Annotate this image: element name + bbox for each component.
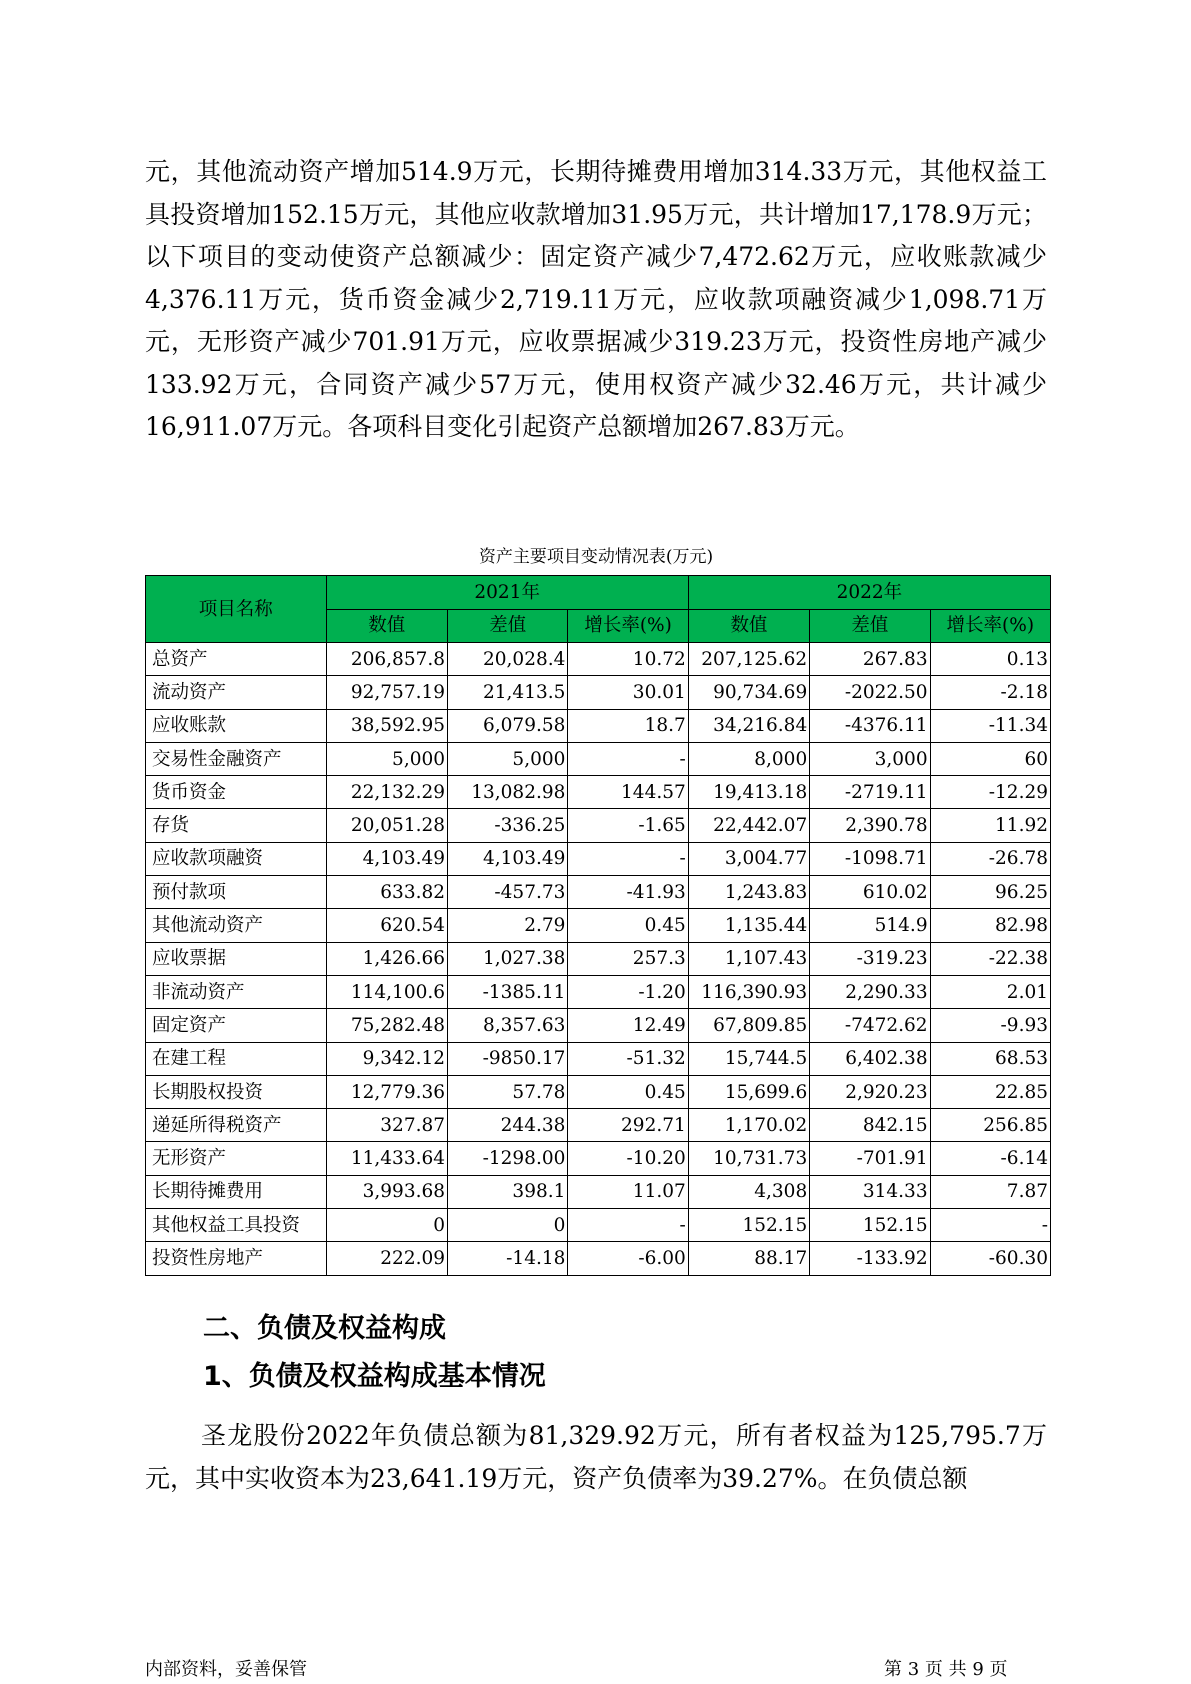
table-row [146,1009,1051,1042]
cell-value-2021: 222.09 [326,1242,447,1275]
table-header-row-1 [146,576,1051,610]
header-group-2022: 2022年 [688,576,1050,610]
cell-value-2021: 114,100.6 [326,975,447,1008]
cell-diff-2022: -2022.50 [810,676,930,709]
cell-item-name: 应收款项融资 [146,842,327,875]
cell-growth-2021: 11.07 [568,1175,688,1208]
cell-value-2021: 4,103.49 [326,842,447,875]
cell-growth-2022: -9.93 [930,1009,1050,1042]
table-row [146,809,1051,842]
cell-value-2022: 8,000 [688,742,809,775]
cell-diff-2021: 244.38 [448,1109,568,1142]
cell-diff-2022: -319.23 [810,942,930,975]
table-row [146,1209,1051,1242]
cell-value-2022: 207,125.62 [688,643,809,676]
cell-diff-2022: -133.92 [810,1242,930,1275]
cell-item-name: 其他权益工具投资 [146,1209,327,1242]
cell-value-2021: 5,000 [326,742,447,775]
cell-item-name: 其他流动资产 [146,909,327,942]
cell-growth-2022: 7.87 [930,1175,1050,1208]
cell-diff-2021: -14.18 [448,1242,568,1275]
cell-diff-2022: -1098.71 [810,842,930,875]
cell-diff-2022: 6,402.38 [810,1042,930,1075]
footer-page-number: 第 3 页 共 9 页 [884,1659,1008,1680]
cell-diff-2021: 21,413.5 [448,676,568,709]
table-row [146,842,1051,875]
cell-growth-2022: 22.85 [930,1075,1050,1108]
cell-value-2022: 34,216.84 [688,709,809,742]
cell-value-2022: 152.15 [688,1209,809,1242]
section-heading: 二、负债及权益构成 [203,1313,446,1344]
cell-value-2022: 88.17 [688,1242,809,1275]
cell-diff-2022: 2,290.33 [810,975,930,1008]
cell-growth-2021: -1.20 [568,975,688,1008]
cell-item-name: 固定资产 [146,1009,327,1042]
cell-item-name: 流动资产 [146,676,327,709]
cell-diff-2022: 842.15 [810,1109,930,1142]
cell-growth-2022: -22.38 [930,942,1050,975]
cell-diff-2021: 398.1 [448,1175,568,1208]
cell-diff-2021: 13,082.98 [448,776,568,809]
cell-value-2022: 15,699.6 [688,1075,809,1108]
cell-growth-2021: 0.45 [568,1075,688,1108]
cell-value-2021: 11,433.64 [326,1142,447,1175]
table-row [146,1242,1051,1275]
cell-growth-2021: 12.49 [568,1009,688,1042]
cell-item-name: 长期股权投资 [146,1075,327,1108]
cell-value-2021: 92,757.19 [326,676,447,709]
cell-value-2022: 90,734.69 [688,676,809,709]
footer-confidential-note: 内部资料，妥善保管 [145,1659,307,1680]
cell-diff-2022: 3,000 [810,742,930,775]
cell-value-2021: 3,993.68 [326,1175,447,1208]
cell-value-2022: 1,107.43 [688,942,809,975]
table-row [146,1075,1051,1108]
table-row [146,709,1051,742]
cell-diff-2022: 2,920.23 [810,1075,930,1108]
cell-value-2021: 75,282.48 [326,1009,447,1042]
body-paragraph-1: 元，其他流动资产增加514.9万元，长期待摊费用增加314.33万元，其他权益工具投资增加152.15万元，其他应收款增加31.95万元，共计增加17,178.9万元；以下项目的变动使资产总额减少：固定资产减少7,472.62万元，应收账款减少4,376.11万元，货币资金减少2,719.11万元，应收款项融资减少1,098.71万元，无形资产减少701.91万元，应收票据减少319.23万元，投资性房地产减少133.92万元，合同资产减少57万元，使用权资产减少32.46万元，共计减少16,911.07万元。各项科目变化引起资产总额增加267.83万元。 [145,157,1047,441]
cell-growth-2021: -41.93 [568,876,688,909]
header-group-2021: 2021年 [326,576,688,610]
cell-item-name: 货币资金 [146,776,327,809]
cell-growth-2021: 144.57 [568,776,688,809]
cell-growth-2022: -26.78 [930,842,1050,875]
cell-diff-2021: -1298.00 [448,1142,568,1175]
cell-value-2021: 9,342.12 [326,1042,447,1075]
cell-diff-2022: 2,390.78 [810,809,930,842]
cell-item-name: 预付款项 [146,876,327,909]
cell-diff-2022: -2719.11 [810,776,930,809]
cell-growth-2022: -60.30 [930,1242,1050,1275]
cell-item-name: 交易性金融资产 [146,742,327,775]
cell-growth-2021: 257.3 [568,942,688,975]
cell-growth-2021: -51.32 [568,1042,688,1075]
cell-diff-2021: -457.73 [448,876,568,909]
cell-diff-2021: 1,027.38 [448,942,568,975]
cell-value-2022: 116,390.93 [688,975,809,1008]
cell-item-name: 长期待摊费用 [146,1175,327,1208]
cell-growth-2021: 10.72 [568,643,688,676]
body-paragraph-2: 圣龙股份2022年负债总额为81,329.92万元，所有者权益为125,795.7万元，其中实收资本为23,641.19万元，资产负债率为39.27%。在负债总额 [145,1421,1047,1493]
cell-growth-2021: - [568,842,688,875]
cell-diff-2022: 152.15 [810,1209,930,1242]
cell-growth-2021: -6.00 [568,1242,688,1275]
cell-diff-2022: 514.9 [810,909,930,942]
cell-value-2022: 3,004.77 [688,842,809,875]
cell-growth-2022: - [930,1209,1050,1242]
cell-growth-2022: 256.85 [930,1109,1050,1142]
cell-value-2021: 206,857.8 [326,643,447,676]
cell-item-name: 在建工程 [146,1042,327,1075]
cell-item-name: 无形资产 [146,1142,327,1175]
cell-diff-2021: 5,000 [448,742,568,775]
cell-diff-2022: -7472.62 [810,1009,930,1042]
cell-growth-2021: 292.71 [568,1109,688,1142]
header-growth-2021: 增长率(%) [568,609,688,643]
cell-item-name: 投资性房地产 [146,1242,327,1275]
cell-value-2021: 20,051.28 [326,809,447,842]
cell-value-2022: 15,744.5 [688,1042,809,1075]
table-caption: 资产主要项目变动情况表(万元) [478,547,714,567]
cell-diff-2021: 0 [448,1209,568,1242]
cell-growth-2022: 11.92 [930,809,1050,842]
cell-value-2021: 0 [326,1209,447,1242]
cell-value-2021: 22,132.29 [326,776,447,809]
cell-growth-2022: 96.25 [930,876,1050,909]
cell-diff-2022: -701.91 [810,1142,930,1175]
cell-growth-2022: 2.01 [930,975,1050,1008]
cell-value-2022: 10,731.73 [688,1142,809,1175]
cell-growth-2022: 60 [930,742,1050,775]
cell-growth-2022: -12.29 [930,776,1050,809]
cell-item-name: 应收票据 [146,942,327,975]
cell-growth-2021: 0.45 [568,909,688,942]
header-growth-2022: 增长率(%) [930,609,1050,643]
cell-growth-2022: 68.53 [930,1042,1050,1075]
cell-growth-2021: - [568,1209,688,1242]
cell-diff-2022: -4376.11 [810,709,930,742]
table-row [146,676,1051,709]
table-row [146,1042,1051,1075]
cell-value-2021: 1,426.66 [326,942,447,975]
cell-value-2022: 1,135.44 [688,909,809,942]
header-item-name: 项目名称 [146,576,327,643]
cell-diff-2021: -9850.17 [448,1042,568,1075]
table-row [146,1175,1051,1208]
cell-item-name: 存货 [146,809,327,842]
subsection-heading: 1、负债及权益构成基本情况 [203,1361,546,1392]
table-row [146,742,1051,775]
cell-value-2022: 19,413.18 [688,776,809,809]
cell-diff-2021: -336.25 [448,809,568,842]
asset-changes-table [145,575,1051,1276]
cell-diff-2022: 314.33 [810,1175,930,1208]
table-row [146,1142,1051,1175]
cell-growth-2021: 18.7 [568,709,688,742]
table-row [146,643,1051,676]
cell-value-2021: 633.82 [326,876,447,909]
cell-item-name: 应收账款 [146,709,327,742]
table-row [146,776,1051,809]
table-body [146,643,1051,1276]
cell-diff-2022: 610.02 [810,876,930,909]
cell-growth-2022: -11.34 [930,709,1050,742]
cell-growth-2022: -2.18 [930,676,1050,709]
cell-diff-2021: 57.78 [448,1075,568,1108]
cell-growth-2021: -10.20 [568,1142,688,1175]
cell-diff-2021: 4,103.49 [448,842,568,875]
cell-value-2022: 4,308 [688,1175,809,1208]
table-row [146,1109,1051,1142]
cell-value-2021: 327.87 [326,1109,447,1142]
table-row [146,975,1051,1008]
cell-diff-2021: 20,028.4 [448,643,568,676]
table-row [146,909,1051,942]
cell-value-2021: 38,592.95 [326,709,447,742]
cell-value-2021: 620.54 [326,909,447,942]
cell-diff-2022: 267.83 [810,643,930,676]
table-row [146,942,1051,975]
cell-item-name: 递延所得税资产 [146,1109,327,1142]
cell-growth-2022: 0.13 [930,643,1050,676]
cell-diff-2021: 6,079.58 [448,709,568,742]
cell-diff-2021: -1385.11 [448,975,568,1008]
cell-growth-2021: -1.65 [568,809,688,842]
header-value-2022: 数值 [688,609,809,643]
cell-value-2022: 67,809.85 [688,1009,809,1042]
cell-growth-2022: -6.14 [930,1142,1050,1175]
header-value-2021: 数值 [326,609,447,643]
cell-growth-2022: 82.98 [930,909,1050,942]
cell-diff-2021: 2.79 [448,909,568,942]
cell-value-2022: 22,442.07 [688,809,809,842]
header-diff-2021: 差值 [448,609,568,643]
header-diff-2022: 差值 [810,609,930,643]
cell-value-2021: 12,779.36 [326,1075,447,1108]
table-row [146,876,1051,909]
cell-item-name: 非流动资产 [146,975,327,1008]
cell-diff-2021: 8,357.63 [448,1009,568,1042]
cell-growth-2021: 30.01 [568,676,688,709]
cell-item-name: 总资产 [146,643,327,676]
cell-growth-2021: - [568,742,688,775]
cell-value-2022: 1,170.02 [688,1109,809,1142]
cell-value-2022: 1,243.83 [688,876,809,909]
